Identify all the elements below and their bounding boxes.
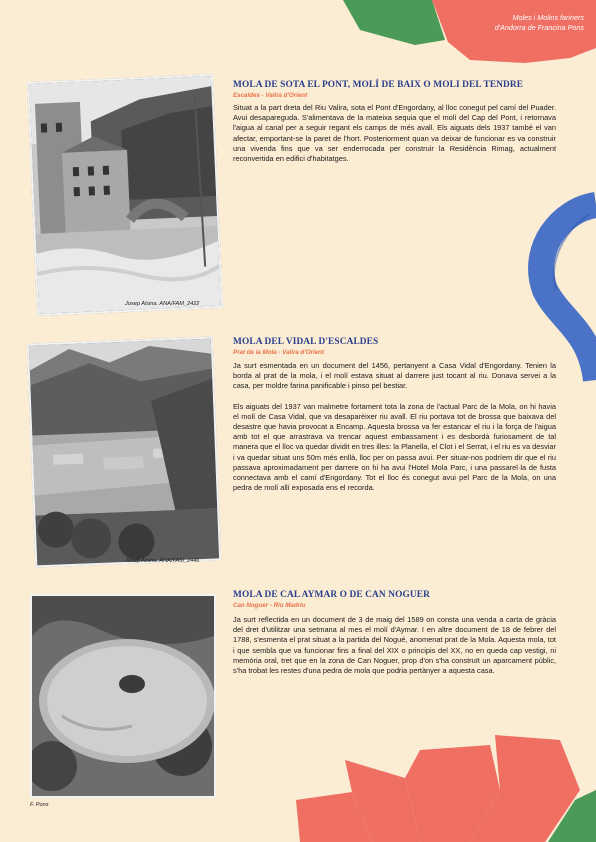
paragraph: Situat a la part dreta del Riu Valira, sota el Pont d'Engordany, al lloc conegut pel camí del Puader. Avui desapareguda. S'alimentava de la mateixa sequia que el molí del Cap del Pont, i retornava l'aigua al canal per a seguir regant els camps de més avall. Els aiguats dels 1937 també el van afectar, emportant-se la paret de l'hort. Posteriorment quan va deixar de funcionar es va construir una vivenda fins que va ser enderrocada per construir la Residència Rimag, actualment reconvertida en edifici d'habitatges. [233, 103, 556, 164]
photo-mola-de-cal-aymar [30, 594, 216, 798]
section-subtitle: Escaldes - Valira d'Orient [233, 92, 308, 99]
photo-caption: Josep Alsina. ANA/FAM_2446 [125, 558, 200, 564]
photo-mola-del-vidal [27, 337, 221, 568]
section-title: MOLA DE SOTA EL PONT, MOLÍ DE BAIX O MOLI DEL TENDRE [233, 80, 524, 90]
section-subtitle: Can Noguer - Riu Madriu [233, 602, 306, 609]
section-body [233, 361, 556, 503]
section-title: MOLA DEL VIDAL D'ESCALDES [233, 337, 379, 347]
section-subtitle: Prat de la Mola - Valira d'Orient [233, 349, 324, 356]
paragraph: Els aiguats del 1937 van malmetre fortament tota la zona de l'actual Parc de la Mola, on hi havia el molí de Casa Vidal, que va desaparèixer riu avall. El riu portava tot de brossa que baixava del desastre que havia provocat a Encamp. Aquesta brossa va fer estancar el riu i la força de l'aigua amb tot el que arrastrava va trencar aquest embassament i es desbordà furiosament de tal manera que el lloc va quedar dividit en tres illes: la Planella, el Clot i el Serrat, i el riu es va desviar i va quedar situat uns 50m més enllà, lloc per on passa avui. Per situar-nos podríem dir que el riu passava aproximadament per darrere on hi ha avui l'Hotel Mola Parc, i una passarel·la de fusta connectava amb el camí d'Engordany. Tot el lloc és conegut avui pel Parc de la Mola, on una pedra de molí allí exposada ens el recorda. [233, 401, 556, 493]
header-title [414, 13, 584, 33]
header-line-2: d'Andorra de Francina Pons [494, 23, 584, 32]
blue-ribbon [541, 205, 596, 380]
section-body [233, 615, 556, 686]
header-line-1: Moles i Molins fariners [512, 13, 584, 22]
paragraph: Ja surt esmentada en un document del 1456, pertanyent a Casa Vidal d'Engordany. Tenien la borda al prat de la mola, i el molí estava situat al darrere just tocant al riu. Donava servei a la casa, per moldre farina panificable i pinso pel bestiar. [233, 361, 556, 391]
photo-mola-sota-el-pont [27, 74, 223, 316]
photo-caption: F. Pons [30, 802, 49, 808]
section-title: MOLA DE CAL AYMAR O DE CAN NOGUER [233, 590, 430, 600]
paragraph: Ja surt reflectida en un document de 3 de maig del 1589 on consta una venda a carta de gràcia del dret d'utilitzar una setmana al mes el molí d'Aymar. I en altre document de 18 de febrer del 1788, s'esmenta el prat situat a la partida del Nogué, anomenat prat de la Mola. Aquesta mola, tot i que sembla que va funcionar fins a final del XIX o principis del XX, no en queda cap vestigi, ni memòria oral, tret que en la zona de Can Noguer, prop d'on s'ha construït un aparcament públic, s'ha trobat les restes d'una pedra de mola que podria pertànyer a aquesta casa. [233, 615, 556, 676]
section-body [233, 103, 556, 174]
photo-caption: Josep Alsina. ANA/FAM_2422 [125, 301, 200, 307]
